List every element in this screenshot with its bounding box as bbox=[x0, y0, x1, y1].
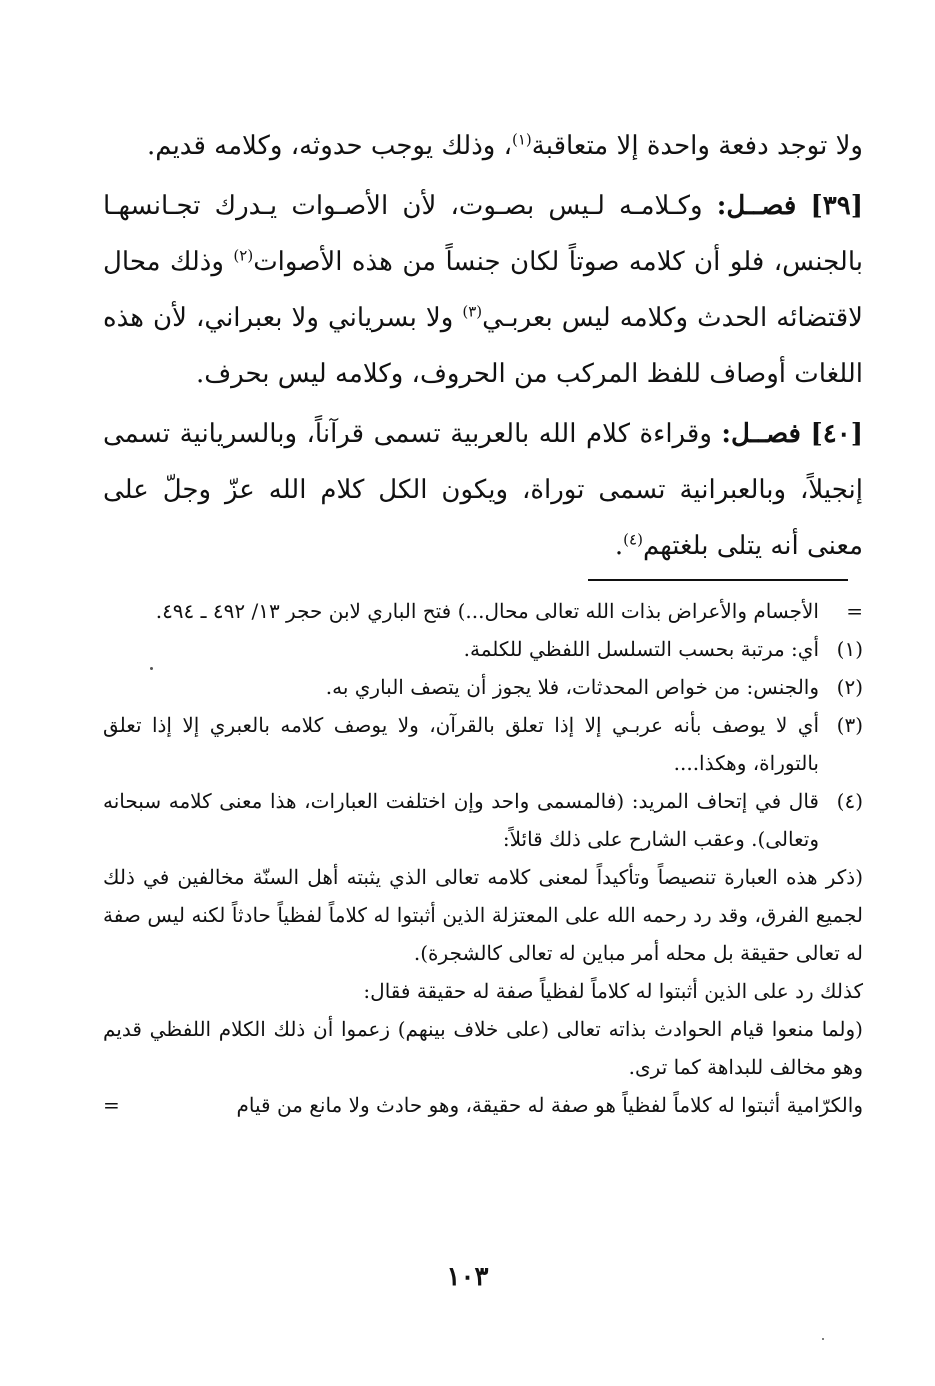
footnote-3-text: أي لا يوصف بأنه عربـي إلا إذا تعلق بالقرآن، ولا يوصف كلامه بالعبري إلا إذا تعلق بالتوراة، وهكذا.... bbox=[103, 713, 820, 775]
section-39-label: فصــل: bbox=[716, 191, 797, 221]
section-39-text-a: وكـلامـه لـيس بصـوت، لأن الأصـوات يـدرك تجـانسهـا بالجنس، فلو أن كلامه صوتاً لكان جنساً من هذه الأصوات bbox=[103, 191, 863, 277]
section-39 bbox=[103, 178, 863, 402]
footnote-4-continuation-1: (ذكر هذه العبارة تنصيصاً وتأكيداً لمعنى كلامه تعالى الذي يثبته أهل السنّة مخالفين في ذلك لجميع الفرق، وقد رد رحمه الله على المعتزلة الذين أثبتوا له كلاماً لفظياً حادثاً لكنه ليس صفة له تعالى حقيقة بل محله أمر مباين له تعالى كالشجرة). bbox=[103, 865, 863, 965]
footnote-4-continuation-4-text: والكرّامية أثبتوا له كلاماً لفظياً هو صفة له حقيقة، وهو حادث ولا مانع من قيام bbox=[236, 1093, 863, 1117]
footnote-3-mark: (٣) bbox=[836, 713, 863, 737]
footnote-ref-4[interactable]: (٤) bbox=[623, 530, 643, 549]
footnote-separator bbox=[588, 579, 848, 581]
continues-mark: = bbox=[103, 1093, 120, 1117]
scan-speck bbox=[150, 667, 153, 670]
main-text bbox=[103, 118, 863, 574]
continued-text: الأجسام والأعراض بذات الله تعالى محال...) فتح الباري لابن حجر ١٣/ ٤٩٢ ـ ٤٩٤. bbox=[155, 599, 819, 623]
section-39-number: [٣٩] bbox=[810, 191, 863, 221]
footnote-4-continuation-2: كذلك رد على الذين أثبتوا له كلاماً لفظياً صفة له حقيقة فقال: bbox=[363, 979, 863, 1003]
footnote-ref-3[interactable]: (٣) bbox=[462, 302, 483, 321]
footnote-4-text: قال في إتحاف المريد: (فالمسمى واحد وإن اختلفت العبارات، هذا معنى كلامه سبحانه وتعالى). وعقب الشارح على ذلك قائلاً: bbox=[103, 789, 819, 851]
footnote-4-continuation-3: (ولما منعوا قيام الحوادث بذاته تعالى (على خلاف بينهم) زعموا أن ذلك الكلام اللفظي قديم وهو مخالف للبداهة كما ترى. bbox=[103, 1017, 863, 1079]
footnote-1-text: أي: مرتبة بحسب التسلسل اللفظي للكلمة. bbox=[463, 637, 819, 661]
section-40-number: [٤٠] bbox=[810, 419, 864, 449]
footnote-2-mark: (٢) bbox=[836, 675, 863, 699]
footnote-4 bbox=[103, 782, 863, 858]
page-number: ١٠٣ bbox=[446, 1262, 489, 1292]
section-39-text-b: وذلك محال لاقتضائه الحدث وكلامه ليس بعربـي bbox=[103, 247, 863, 333]
paragraph-1-text-end: ، وذلك يوجب حدوثه، وكلامه قديم. bbox=[147, 131, 512, 161]
continued-mark: = bbox=[846, 599, 863, 623]
footnote-1 bbox=[103, 630, 863, 668]
section-39-text-c: ولا بسرياني ولا بعبراني، لأن هذه اللغات أوصاف للفظ المركب من الحروف، وكلامه ليس بحرف. bbox=[103, 303, 863, 389]
section-40-text-a: وقراءة كلام الله بالعربية تسمى قرآناً، وبالسريانية تسمى إنجيلاً، وبالعبرانية تسمى توراة، ويكون الكل كلام الله عزّ وجلّ على معنى أنه يتلى بلغتهم bbox=[103, 419, 863, 561]
footnote-2-text: والجنس: من خواص المحدثات، فلا يجوز أن يتصف الباري به. bbox=[325, 675, 819, 699]
footnote-3 bbox=[103, 706, 863, 782]
footnote-continued bbox=[103, 592, 863, 630]
footnotes bbox=[103, 592, 863, 1124]
paragraph-1-text: ولا توجد دفعة واحدة إلا متعاقبة bbox=[531, 131, 863, 161]
footnote-4-mark: (٤) bbox=[836, 789, 863, 813]
section-40 bbox=[103, 406, 863, 574]
scan-speck bbox=[822, 1338, 824, 1340]
footnote-ref-2[interactable]: (٢) bbox=[233, 246, 254, 265]
paragraph-1 bbox=[103, 118, 863, 174]
footnote-ref-1[interactable]: (١) bbox=[512, 130, 532, 149]
footnote-1-mark: (١) bbox=[836, 637, 863, 661]
footnote-4-continuation-4 bbox=[103, 1086, 863, 1124]
section-40-text-b: . bbox=[614, 531, 624, 561]
section-40-label: فصــل: bbox=[721, 419, 801, 449]
footnote-2 bbox=[103, 668, 863, 706]
